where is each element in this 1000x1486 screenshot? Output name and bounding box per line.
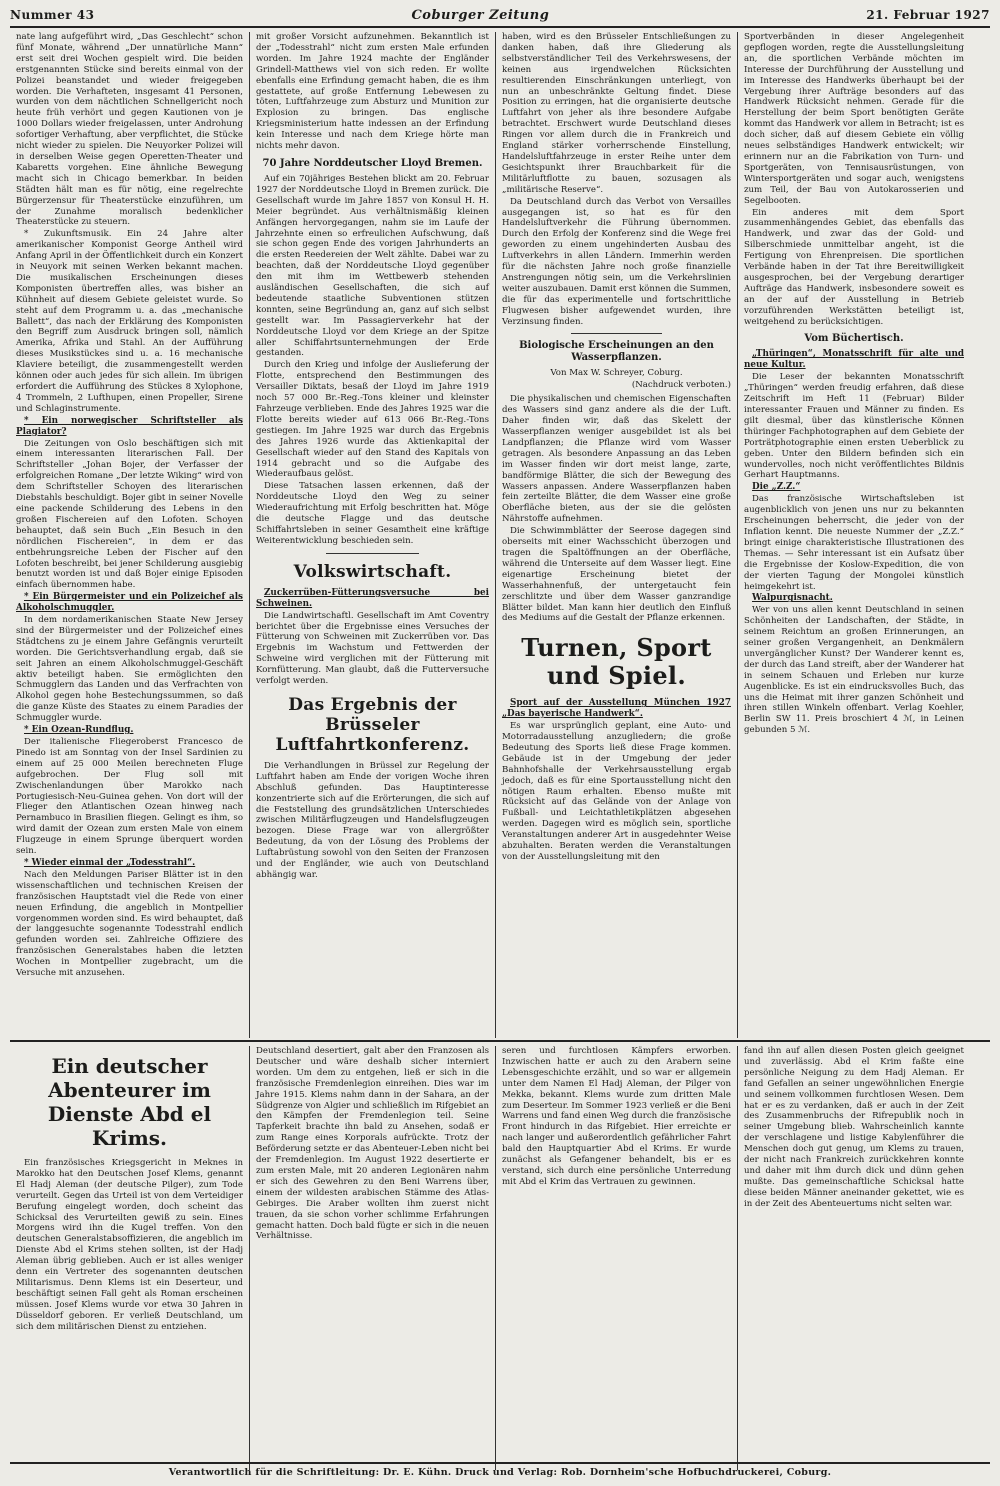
newspaper-title: Coburger Zeitung	[411, 7, 550, 23]
article-heading: * Wieder einmal der „Todesstrahl“.	[24, 857, 196, 868]
reprint-note: (Nachdruck verboten.)	[631, 380, 731, 391]
lower-column-3	[496, 1046, 738, 1470]
article-title: Biologische Erscheinungen an den Wasserpflanzen.	[519, 340, 714, 364]
article-text: Die Landwirtschaftl. Gesellschaft im Amt Coventry berichtet über die Ergebnisse eines Versuches der Fütterung von Schweinen mit Zuckerrüben vor. Das Ergebnis im Wachstum und Fettwerden der Schweine wird verglichen mit der Fütterung mit Kornfütterung. Man glaubt, daß die Futterversuche verfolgt werden.	[256, 610, 489, 687]
article-text: * Zukunftsmusik. Ein 24 Jahre alter amerikanischer Komponist George Antheil wird Anfang April in der Öffentlichkeit durch ein Konzert in Neuyork mit seinen Werken bekannt machen. Die musikalischen Erscheinungen dieses Komponisten übertreffen alles, was bisher an Kühnheit auf diesem Gebiete geleistet wurde. So steht auf dem Programm u. a. das „mechanische Ballett“, das nach der Erklärung des Komponisten den Begriff zum Ausdruck bringen soll, nämlich Amerika, Afrika und Stahl. An der Aufführung dieses Musikstückes sind u. a. 16 mechanische Klaviere beteiligt, die zusammengestellt werden können oder auch jedes für sich allein. Im übrigen erfordert die Aufführung des Stückes 8 Xylophone, 4 Trommeln, 2 Lufthupen, einen Propeller, Sirene und Schlaginstrumente.	[16, 229, 243, 414]
column-2	[250, 32, 496, 1038]
lower-column-4	[738, 1046, 970, 1470]
masthead-rule	[10, 26, 990, 28]
article-text: Auf ein 70jähriges Bestehen blickt am 20. Februar 1927 der Norddeutsche Lloyd in Bremen zurück. Die Gesellschaft wurde im Jahre 1857 von Konsul H. H. Meier begründet. Aus verhältnismäßig kleinen Anfängen hervorgegangen, nahm sie im Laufe der Jahrzehnte einen so erfreulichen Aufschwung, daß sie schon gegen Ende des vorigen Jahrhunderts an die ersten Reedereien der Welt zählte. Dabei war zu beachten, daß der Norddeutsche Lloyd gegenüber den mit ihm im Wettbewerb stehenden ausländischen Gesellschaften, die sich auf bedeutende staatliche Subventionen stützen konnten, seine Begründung an, ganz auf sich selbst gestellt war. Im Passagierverkehr hat der Norddeutsche Lloyd vor dem Kriege an der Spitze aller Schiffahrtsunternehmungen der Erde gestanden.	[256, 173, 489, 359]
masthead	[10, 6, 990, 24]
article-text: Der italienische Fliegeroberst Francesco de Pinedo ist am Sonntag von der Insel Sardinien zu einem auf 25 000 Meilen berechneten Fluge aufgebrochen. Der Flug soll mit Zwischenlandungen über Marokko nach Portugiesisch-Neu-Guinea gehen. Von dort will der Flieger den Atlantischen Ozean hinweg nach Pernambuco in Brasilien fliegen. Gelingt es ihm, so wird damit der Ozean zum ersten Male von einem Flugzeuge in einem Sprunge überquert worden sein.	[16, 737, 243, 857]
article-text: Ein anderes mit dem Sport zusammenhängendes Gebiet, das ebenfalls das Handwerk, und zwar das der Gold- und Silberschmiede unmittelbar angeht, ist die Fertigung von Ehrenpreisen. Die sportlichen Verbände haben in der Tat ihre Bereitwilligkeit ausgesprochen, bei der Vergebung derartiger Aufträge das Handwerk, insbesondere soweit es an der auf der Ausstellung in Betrieb vorzuführenden Werkstätten beteiligt ist, weitgehend zu berücksichtigen.	[744, 207, 964, 327]
article-text: Die Zeitungen von Oslo beschäftigen sich mit einem interessanten literarischen Fall. Der Schriftsteller „Johan Bojer, der Verfasser der erfolgreichen Romane „Der letzte Wiking“ wird von dem Schriftsteller Schoyen des literarischen Diebstahls beschuldigt. Bojer gibt in seiner Novelle eine packende Schilderung des Lebens in den großen Fischereien auf den Lofoten. Schoyen behauptet, daß sein Buch „Ein Besuch in den nördlichen Fischereien“, in dem er das entbehrungsreiche Leben der Fischer auf den Lofoten beschreibt, bei jener Schilderung ausgiebig benutzt worden ist und daß Bojer einige Episoden einfach übernommen habe.	[16, 438, 243, 591]
article-text: Da Deutschland durch das Verbot von Versailles ausgegangen ist, so hat es für den Handelsluftverkehr die Führung übernommen. Durch den Erfolg der Konferenz sind die Wege frei geworden zu einem ungehinderten Ausbau des Luftverkehrs in allen Ländern. Immerhin werden für die nächsten Jahre noch große finanzielle Anstrengungen nötig sein, um die Verkehrslinien weiter auszubauen. Damit erst können die Summen, die für das experimentelle und fortschrittliche Flugwesen bisher aufgewendet wurden, ihre Verzinsung finden.	[502, 196, 731, 327]
article-text: Das französische Wirtschaftsleben ist augenblicklich von jenen uns nur zu bekannten Erscheinungen beherrscht, die jeder von der Inflation kennt. Die neueste Nummer der „Z.Z.“ bringt einige charakteristische Illustrationen des Themas. — Sehr interessant ist ein Aufsatz über die Ergebnisse der Koslow-Expedition, die von der vierten Tagung der Mongolei künstlich heimgekehrt ist.	[744, 494, 964, 592]
section-divider	[326, 553, 419, 554]
issue-date: 21. Februar 1927	[866, 8, 990, 22]
article-heading: Zuckerrüben-Fütterungsversuche bei Schweinen.	[256, 587, 489, 609]
article-text: Sportverbänden in dieser Angelegenheit gepflogen worden, regte die Ausstellungsleitung an, die sportlichen Verbände möchten im Interesse der Durchführung der Ausstellung und im Interesse des Handwerks überhaupt bei der Vergebung ihrer Aufträge besonders auf das Handwerk Rücksicht nehmen. Gerade für die Herstellung der beim Sport benötigten Geräte kommt das Handwerk vor allem in Betracht; ist es doch sicher, daß auf diesem Gebiete ein völlig neues selbständiges Handwerk entwickelt; wir erinnern nur an die Fabrikation von Turn- und Sportgeräten, von Tennisausrüstungen, von Wintersportgeräten und sogar auch, wenigstens zum Teil, der Bau von Autokarosserien und Segelbooten.	[744, 32, 964, 206]
lower-section	[10, 1040, 990, 1470]
article-text: Die Schwimmblätter der Seerose dagegen sind oberseits mit einer Wachsschicht überzogen und tragen die Spaltöffnungen an der Oberfläche, während die Unterseite auf dem Wasser liegt. Eine eigenartige Erscheinung bietet der Wasserhahnenfuß, der untergetaucht fein zerschlitzte und über dem Wasser ganzrandige Blätter bildet. Man kann hier deutlich den Einfluß des Mediums auf die Gestalt der Pflanze erkennen.	[502, 526, 731, 624]
section-divider	[571, 333, 663, 334]
article-heading: * Ein norwegischer Schriftsteller als Plagiator?	[16, 415, 243, 437]
article-text: Deutschland desertiert, galt aber den Franzosen als Deutscher und wäre deshalb sicher interniert worden. Um dem zu entgehen, ließ er sich in die französische Fremdenlegion einreihen. Dies war im Jahre 1915. Klems nahm dann in der Sahara, an der Südgrenze von Algier und schließlich im Rifgebiet an den Kämpfen der Fremdenlegion teil. Seine Tapferkeit brachte ihn bald zu Ansehen, sodaß er zum Range eines Korporals aufrückte. Trotz der Beförderung setzte er das Abenteuer-Leben nicht bei der Fremdenlegion. Im August 1922 desertierte er zum ersten Male, mit 20 anderen Legionären nahm er sich des Gewehren zu den Beni Warrens über, einem der wildesten arabischen Stämme des Atlas-Gebirges. Die Araber wollten ihm zuerst nicht trauen, da sie schon vorher schlimme Erfahrungen gemacht hatten. Doch bald fügte er sich in die neuen Verhältnisse.	[256, 1046, 489, 1242]
section-title: Vom Büchertisch.	[804, 333, 904, 345]
article-title: Ein deutscher Abenteurer im Dienste Abd el Krims.	[47, 1054, 212, 1150]
imprint-footer: Verantwortlich für die Schriftleitung: Dr. E. Kühn. Druck und Verlag: Rob. Dornheim'sche Hofbuchdruckerei, Coburg.	[10, 1462, 990, 1478]
article-text: Ein französisches Kriegsgericht in Meknes in Marokko hat den Deutschen Josef Klems, genannt El Hadj Aleman (der deutsche Pilger), zum Tode verurteilt. Gegen das Urteil ist von dem Verteidiger Berufung eingelegt worden, doch scheint das Schicksal des Verurteilten gewiß zu sein. Eines Morgens wird ihn die Kugel treffen. Von den deutschen Generalstabsoffizieren, die angeblich im Dienste Abd el Krims stehen sollten, ist der Hadj Aleman übrig geblieben. Auch er ist alles weniger denn ein Vertreter des sogenannten deutschen Militarismus. Denn Klems ist ein Deserteur, und beschäftigt seinen Fall geht als Roman erscheinen müssen. Josef Klems wurde vor etwa 30 Jahren in Düsseldorf geboren. Er verließ Deutschland, um sich dem militärischen Dienst zu entziehen.	[16, 1158, 243, 1332]
lower-column-1	[10, 1046, 250, 1470]
article-heading: 70 Jahre Norddeutscher Lloyd Bremen.	[262, 157, 483, 169]
article-heading: * Ein Ozean-Rundflug.	[24, 725, 134, 736]
article-heading: „Thüringen“, Monatsschrift für alte und neue Kultur.	[744, 349, 964, 371]
article-text: Nach den Meldungen Pariser Blätter ist in den wissenschaftlichen und technischen Kreisen der französischen Hauptstadt viel die Rede von einer neuen Erfindung, die angeblich in Montpellier vorgenommen worden sind. Es wird behauptet, daß der langgesuchte sogenannte Todesstrahl endlich gefunden worden sei. Zahlreiche Offiziere des französischen Generalstabes haben die letzten Wochen in Montpellier zugebracht, um die Versuche mit anzusehen.	[16, 869, 243, 979]
article-text: Es war ursprünglich geplant, eine Auto- und Motorradausstellung anzugliedern; die große Bedeutung des Sports ließ diese Frage kommen. Gebäude ist in der Umgebung der jeder Bahnhofshalle der Verkehrsausstellung ergab jedoch, daß es für eine Sportausstellung nicht den nötigen Raum erhalten. Ebenso mußte mit Rücksicht auf das Gelände von der Anlage von Fußball- und Leichtathletikplätzen abgesehen werden. Dagegen wird es möglich sein, sportliche Veranstaltungen anderer Art in ausgedehnter Weise abzuhalten. Beraten werden die Veranstaltungen von der Ausstellungsleitung mit den	[502, 721, 731, 862]
section-title: Volkswirtschaft.	[293, 561, 452, 582]
article-text: Die Verhandlungen in Brüssel zur Regelung der Luftfahrt haben am Ende der vorigen Woche ihren Abschluß gefunden. Das Hauptinteresse konzentrierte sich auf die Erörterungen, die sich auf die Feststellung des grundsätzlichen Unterschiedes zwischen Militärflugzeugen und Handelsflugzeugen bezogen. Diese Frage war von allergrößter Bedeutung, da von der Lösung des Problems der Luftabrüstung sowohl von den Seiten der Franzosen und der Engländer, wie auch von Deutschland abhängig war.	[256, 760, 489, 880]
article-title: Das Ergebnis der Brüsseler Luftfahrtkonferenz.	[275, 694, 470, 755]
article-text: fand ihn auf allen diesen Posten gleich geeignet und zuverlässig. Abd el Krim faßte eine persönliche Neigung zu dem Hadj Aleman. Er fand Gefallen an seiner ungewöhnlichen Energie und seinem vollkommen furchtlosen Wesen. Dem hat er es zu verdanken, daß er auch in der Zeit des Zusammenbruchs der Rifrepublik noch in seiner Umgebung blieb. Wahrscheinlich kannte der verschlagene und listige Kabylenführer die Menschen doch gut genug, um Klems zu trauen, der nicht nach Frankreich zurückkehren konnte und daher mit ihm durch dick und dünn gehen mußte. Das gemeinschaftliche Schicksal hatte diese beiden Männer aneinander gekettet, wie es in der Zeit des Abenteuertums nicht selten war.	[744, 1046, 964, 1209]
column-3	[496, 32, 738, 1038]
article-text: nate lang aufgeführt wird, „Das Geschlecht“ schon fünf Monate, während „Der unnatürliche Mann“ erst seit drei Wochen gespielt wird. Die beiden erstgenannten Stücke sind bereits einmal von der Polizei beanstandet und wieder freigegeben worden. Die Verhafteten, insgesamt 41 Personen, wurden von dem nächtlichen Schnellgericht noch heute früh verhört und gegen Kautionen von je 1000 Dollars wieder freigelassen, unter Androhung sofortiger Verhaftung, aber verpflichtet, die Stücke nicht wieder zu spielen. Die Neuyorker Polizei will in derselben Weise gegen Operetten-Theater und Kabaretts vorgehen. Eine ähnliche Bewegung macht sich in Chicago bemerkbar. In beiden Städten hält man es für nötig, eine regelrechte Bürgerzensur für Theaterstücke einzuführen, um der Zunahme moralisch bedenklicher Theaterstücke zu steuern.	[16, 32, 243, 228]
article-heading: Die „Z.Z.“	[752, 482, 801, 493]
article-text: In dem nordamerikanischen Staate New Jersey sind der Bürgermeister und der Polizeichef eines Städtchens zu je einem Jahre Gefängnis verurteilt worden. Die Gerichtsverhandlung ergab, daß sie seit Jahren an einem Alkoholschmuggel-Geschäft aktiv beteiligt haben. Sie ermöglichten den Schmugglern das Landen und das Verfrachten von Alkohol gegen hohe Bestechungssummen, so daß die ganze Küste des Staates zu einem Paradies der Schmuggler wurde.	[16, 615, 243, 724]
issue-number: Nummer 43	[10, 8, 95, 22]
article-text: Diese Tatsachen lassen erkennen, daß der Norddeutsche Lloyd den Weg zu seiner Wiederaufrichtung mit Erfolg beschritten hat. Möge die deutsche Flagge und das deutsche Schiffahrtsleben in seiner Gesamtheit eine kräftige Weiterentwicklung beschieden sein.	[256, 481, 489, 546]
article-text: Wer von uns allen kennt Deutschland in seinen Schönheiten der Landschaften, der Städte, in seinem Reichtum an großen Erinnerungen, an seiner großen Vergangenheit, an Denkmälern unvergänglicher Kunst? Der Wanderer kennt es, der durch das Land streift, aber der Wanderer hat in seinem Schauen und Erleben nur kurze Augenblicke. Es ist ein eindrucksvolles Buch, das uns die Heimat mit ihrer ganzen Schönheit und ihren stillen Winkeln offenbart. Verlag Koehler, Berlin SW 11. Preis broschiert 4 ℳ, in Leinen gebunden 5 ℳ.	[744, 605, 964, 736]
column-4	[738, 32, 970, 1038]
article-text: Die Leser der bekannten Monatsschrift „Thüringen“ werden freudig erfahren, daß diese Zeitschrift im Heft 11 (Februar) Bilder interessanter Frauen und Männer zu finden. Es gilt diesmal, über das künstlerische Können thüringer Fachphotographen auf dem Gebiete der Porträtphotographie einen ersten Ueberblick zu geben. Unter den Bildern befinden sich ein wundervolles, noch nicht veröffentlichtes Bildnis Gerhart Hauptmanns.	[744, 372, 964, 481]
upper-section	[10, 32, 990, 1038]
lower-column-2	[250, 1046, 496, 1470]
article-text: seren und furchtlosen Kämpfers erworben. Inzwischen hatte er auch zu den Arabern seine Lebensgeschichte erzählt, und so war er allgemein unter dem Namen El Hadj Aleman, der Pilger von Mekka, bekannt. Klems wurde zum dritten Male zum Deserteur. Im Sommer 1923 verließ er die Beni Warrens und fand einen Weg durch die französische Front hindurch in das Rifgebiet. Hier erreichte er nach langer und außerordentlich gefährlicher Fahrt bald den Hauptquartier Abd el Krims. Er wurde zunächst als Gefangener behandelt, bis er es verstand, sich durch eine persönliche Unterredung mit Abd el Krim das Vertrauen zu gewinnen.	[502, 1046, 731, 1187]
article-heading: * Ein Bürgermeister und ein Polizeichef als Alkoholschmuggler.	[16, 592, 243, 614]
article-byline: Von Max W. Schreyer, Coburg.	[550, 368, 683, 379]
article-heading: Walpurgisnacht.	[752, 593, 833, 604]
column-1	[10, 32, 250, 1038]
article-text: Die physikalischen und chemischen Eigenschaften des Wassers sind ganz andere als die der Luft. Daher finden wir, daß das Skelett der Wasserpflanzen weniger ausgebildet ist als bei Landpflanzen; die Pflanze wird vom Wasser getragen. Als besondere Anpassung an das Leben im Wasser finden wir dort meist lange, zarte, bandförmige Blätter, die sich der Bewegung des Wassers anpassen. Andere Wasserpflanzen haben fein zerteilte Blätter, die dem Wasser eine große Oberfläche bieten, aus der sie die gelösten Nährstoffe aufnehmen.	[502, 394, 731, 525]
article-heading: Sport auf der Ausstellung München 1927 „Das bayerische Handwerk“.	[502, 698, 731, 720]
section-title: Turnen, Sport und Spiel.	[521, 633, 712, 691]
article-text: Durch den Krieg und infolge der Auslieferung der Flotte, entsprechend den Bestimmungen des Versailler Diktats, besaß der Lloyd im Jahre 1919 noch 57 000 Br.-Reg.-Tons kleiner und kleinster Fahrzeuge verblieben. Ende des Jahres 1925 war die Flotte bereits wieder auf 613 066 Br.-Reg.-Tons gestiegen. Im Jahre 1925 war durch das Ergebnis des Jahres 1926 wurde das Aktienkapital der Gesellschaft wieder auf den Stand des Kapitals von 1914 gebracht und so die Aufgabe des Wiederaufbaus gelöst.	[256, 360, 489, 480]
article-text: haben, wird es den Brüsseler Entschließungen zu danken haben, daß ihre Gliederung als selbstverständlicher Teil des Verkehrswesens, der keinen aus irgendwelchen Rücksichten resultierenden Einschränkungen unterliegt, von nun an unbeschränkte Geltung findet. Diese Position zu erringen, hat die organisierte deutsche Luftfahrt von jeher als ihre besondere Aufgabe betrachtet. Erschwert wurde Deutschland dieses Ringen vor allem durch die in Frankreich und England stärker vorherrschende Einstellung, Handelsluftfahrzeuge in erster Reihe unter dem Gesichtspunkt ihrer Brauchbarkeit für die Militärluftflotte zu bauen, sozusagen als „militärische Reserve“.	[502, 32, 731, 195]
article-text: mit großer Vorsicht aufzunehmen. Bekanntlich ist der „Todesstrahl“ nicht zum ersten Male erfunden worden. Im Jahre 1924 machte der Engländer Grindell-Matthews viel von sich reden. Er wollte ebenfalls eine Erfindung gemacht haben, die es ihm gestattete, auf große Entfernung Lebewesen zu töten, Luftfahrzeuge zum Absturz und Munition zur Explosion zu bringen. Das englische Kriegsministerium hatte indessen an der Erfindung kein Interesse und nach dem Kriege hörte man nichts mehr davon.	[256, 32, 489, 152]
